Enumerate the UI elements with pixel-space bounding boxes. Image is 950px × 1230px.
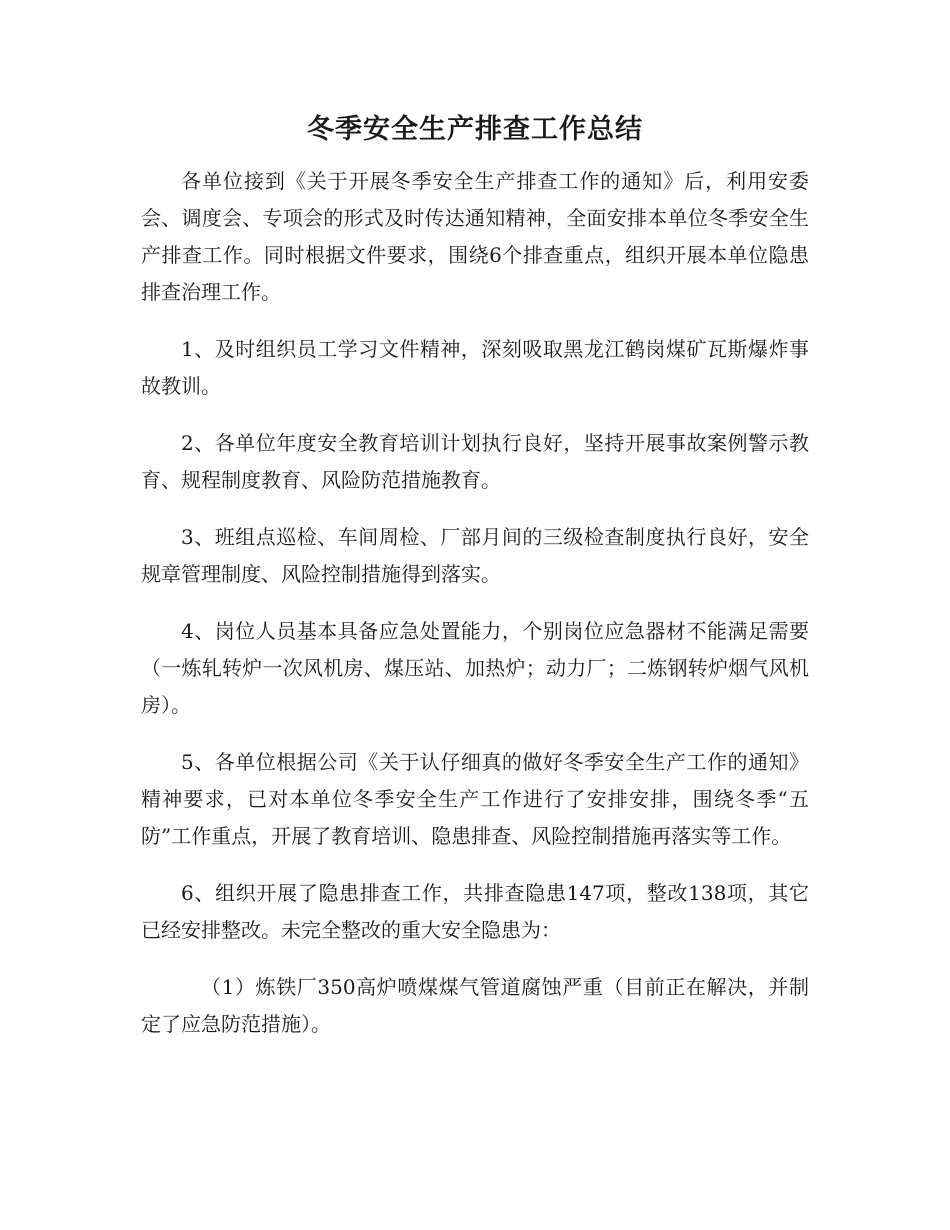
sub-item-1-paragraph: （1）炼铁厂350高炉喷煤煤气管道腐蚀严重（目前正在解决，并制定了应急防范措施）。 — [141, 975, 809, 1036]
document-title: 冬季安全生产排查工作总结 — [307, 114, 643, 145]
intro-paragraph: 各单位接到《关于开展冬季安全生产排查工作的通知》后，利用安委会、调度会、专项会的形式及时传达通知精神，全面安排本单位冬季安全生产排查工作。同时根据文件要求，围绕6个排查重点，组织开展本单位隐患排查治理工作。 — [141, 169, 809, 304]
item-3-paragraph: 3、班组点巡检、车间周检、厂部月间的三级检查制度执行良好，安全规章管理制度、风险控制措施得到落实。 — [141, 525, 809, 586]
item-6-paragraph: 6、组织开展了隐患排查工作，共排查隐患147项，整改138项，其它已经安排整改。未完全整改的重大安全隐患为： — [141, 881, 809, 942]
item-1-paragraph: 1、及时组织员工学习文件精神，深刻吸取黑龙江鹤岗煤矿瓦斯爆炸事故教训。 — [141, 337, 809, 398]
item-2-paragraph: 2、各单位年度安全教育培训计划执行良好，坚持开展事故案例警示教育、规程制度教育、风险防范措施教育。 — [141, 431, 809, 492]
item-5-paragraph: 5、各单位根据公司《关于认仔细真的做好冬季安全生产工作的通知》精神要求，已对本单位冬季安全生产工作进行了安排安排，围绕冬季“五防”工作重点，开展了教育培训、隐患排查、风险控制措施再落实等工作。 — [141, 750, 809, 848]
item-4-paragraph: 4、岗位人员基本具备应急处置能力，个别岗位应急器材不能满足需要（一炼轧转炉一次风机房、煤压站、加热炉；动力厂；二炼钢转炉烟气风机房）。 — [141, 619, 809, 717]
document-body — [141, 163, 809, 1063]
